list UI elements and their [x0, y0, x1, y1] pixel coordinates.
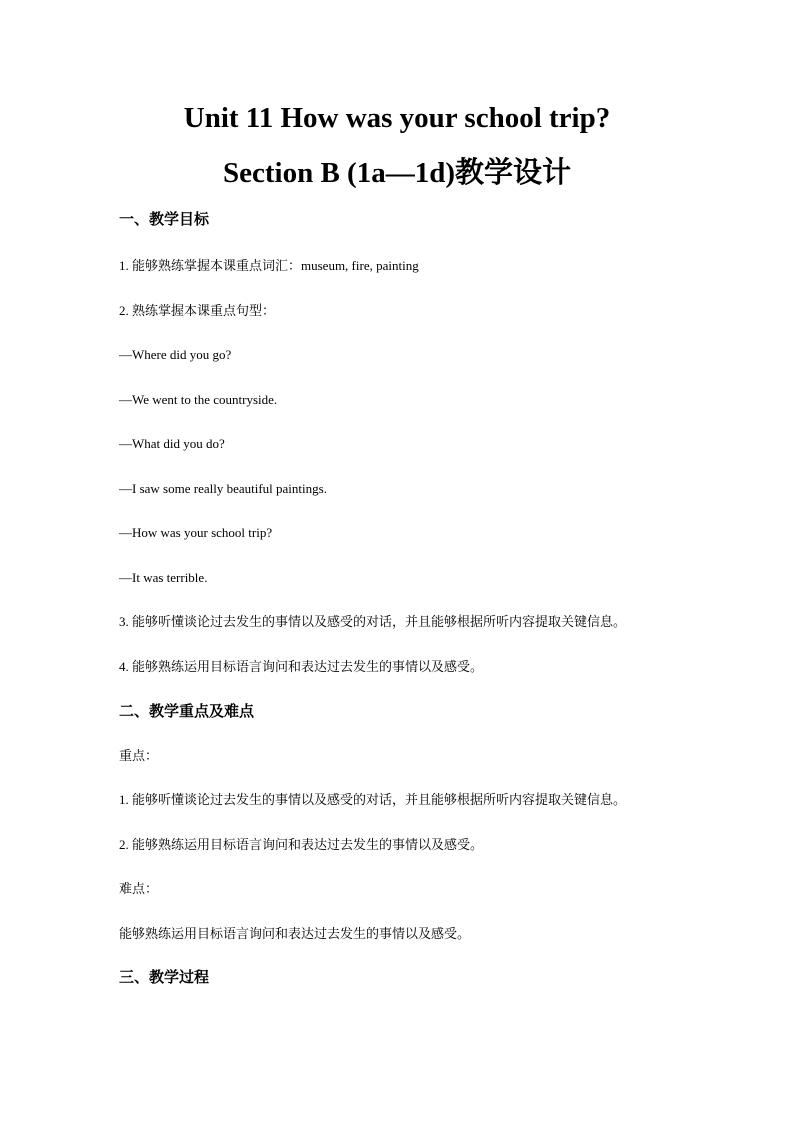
- objective-item-1: 1. 能够熟练掌握本课重点词汇：museum, fire, painting: [119, 258, 419, 273]
- dialogue-line: —What did you do?: [119, 436, 225, 451]
- section-heading-key-points: 二、教学重点及难点: [119, 704, 255, 720]
- objective-item-3: 3. 能够听懂谈论过去发生的事情以及感受的对话，并且能够根据所听内容提取关键信息。: [119, 614, 627, 629]
- dialogue-line: —Where did you go?: [119, 347, 232, 362]
- key-point-item-2: 2. 能够熟练运用目标语言询问和表达过去发生的事情以及感受。: [119, 837, 484, 852]
- dialogue-line: —I saw some really beautiful paintings.: [119, 481, 327, 496]
- objective-item-4: 4. 能够熟练运用目标语言询问和表达过去发生的事情以及感受。: [119, 659, 484, 674]
- difficulty-label: 难点：: [119, 881, 159, 896]
- dialogue-line: —How was your school trip?: [119, 525, 273, 540]
- dialogue-line: —It was terrible.: [119, 570, 208, 585]
- document-subtitle: Section B (1a—1d)教学设计: [222, 157, 571, 189]
- key-point-item-1: 1. 能够听懂谈论过去发生的事情以及感受的对话，并且能够根据所听内容提取关键信息。: [119, 792, 627, 807]
- key-points-label: 重点：: [119, 748, 159, 763]
- document-title: Unit 11 How was your school trip?: [183, 102, 611, 134]
- objective-item-2: 2. 熟练掌握本课重点句型：: [119, 303, 276, 318]
- dialogue-line: —We went to the countryside.: [119, 392, 278, 407]
- difficulty-text: 能够熟练运用目标语言询问和表达过去发生的事情以及感受。: [119, 926, 471, 941]
- section-heading-process: 三、教学过程: [119, 970, 210, 986]
- section-heading-objectives: 一、教学目标: [119, 212, 210, 228]
